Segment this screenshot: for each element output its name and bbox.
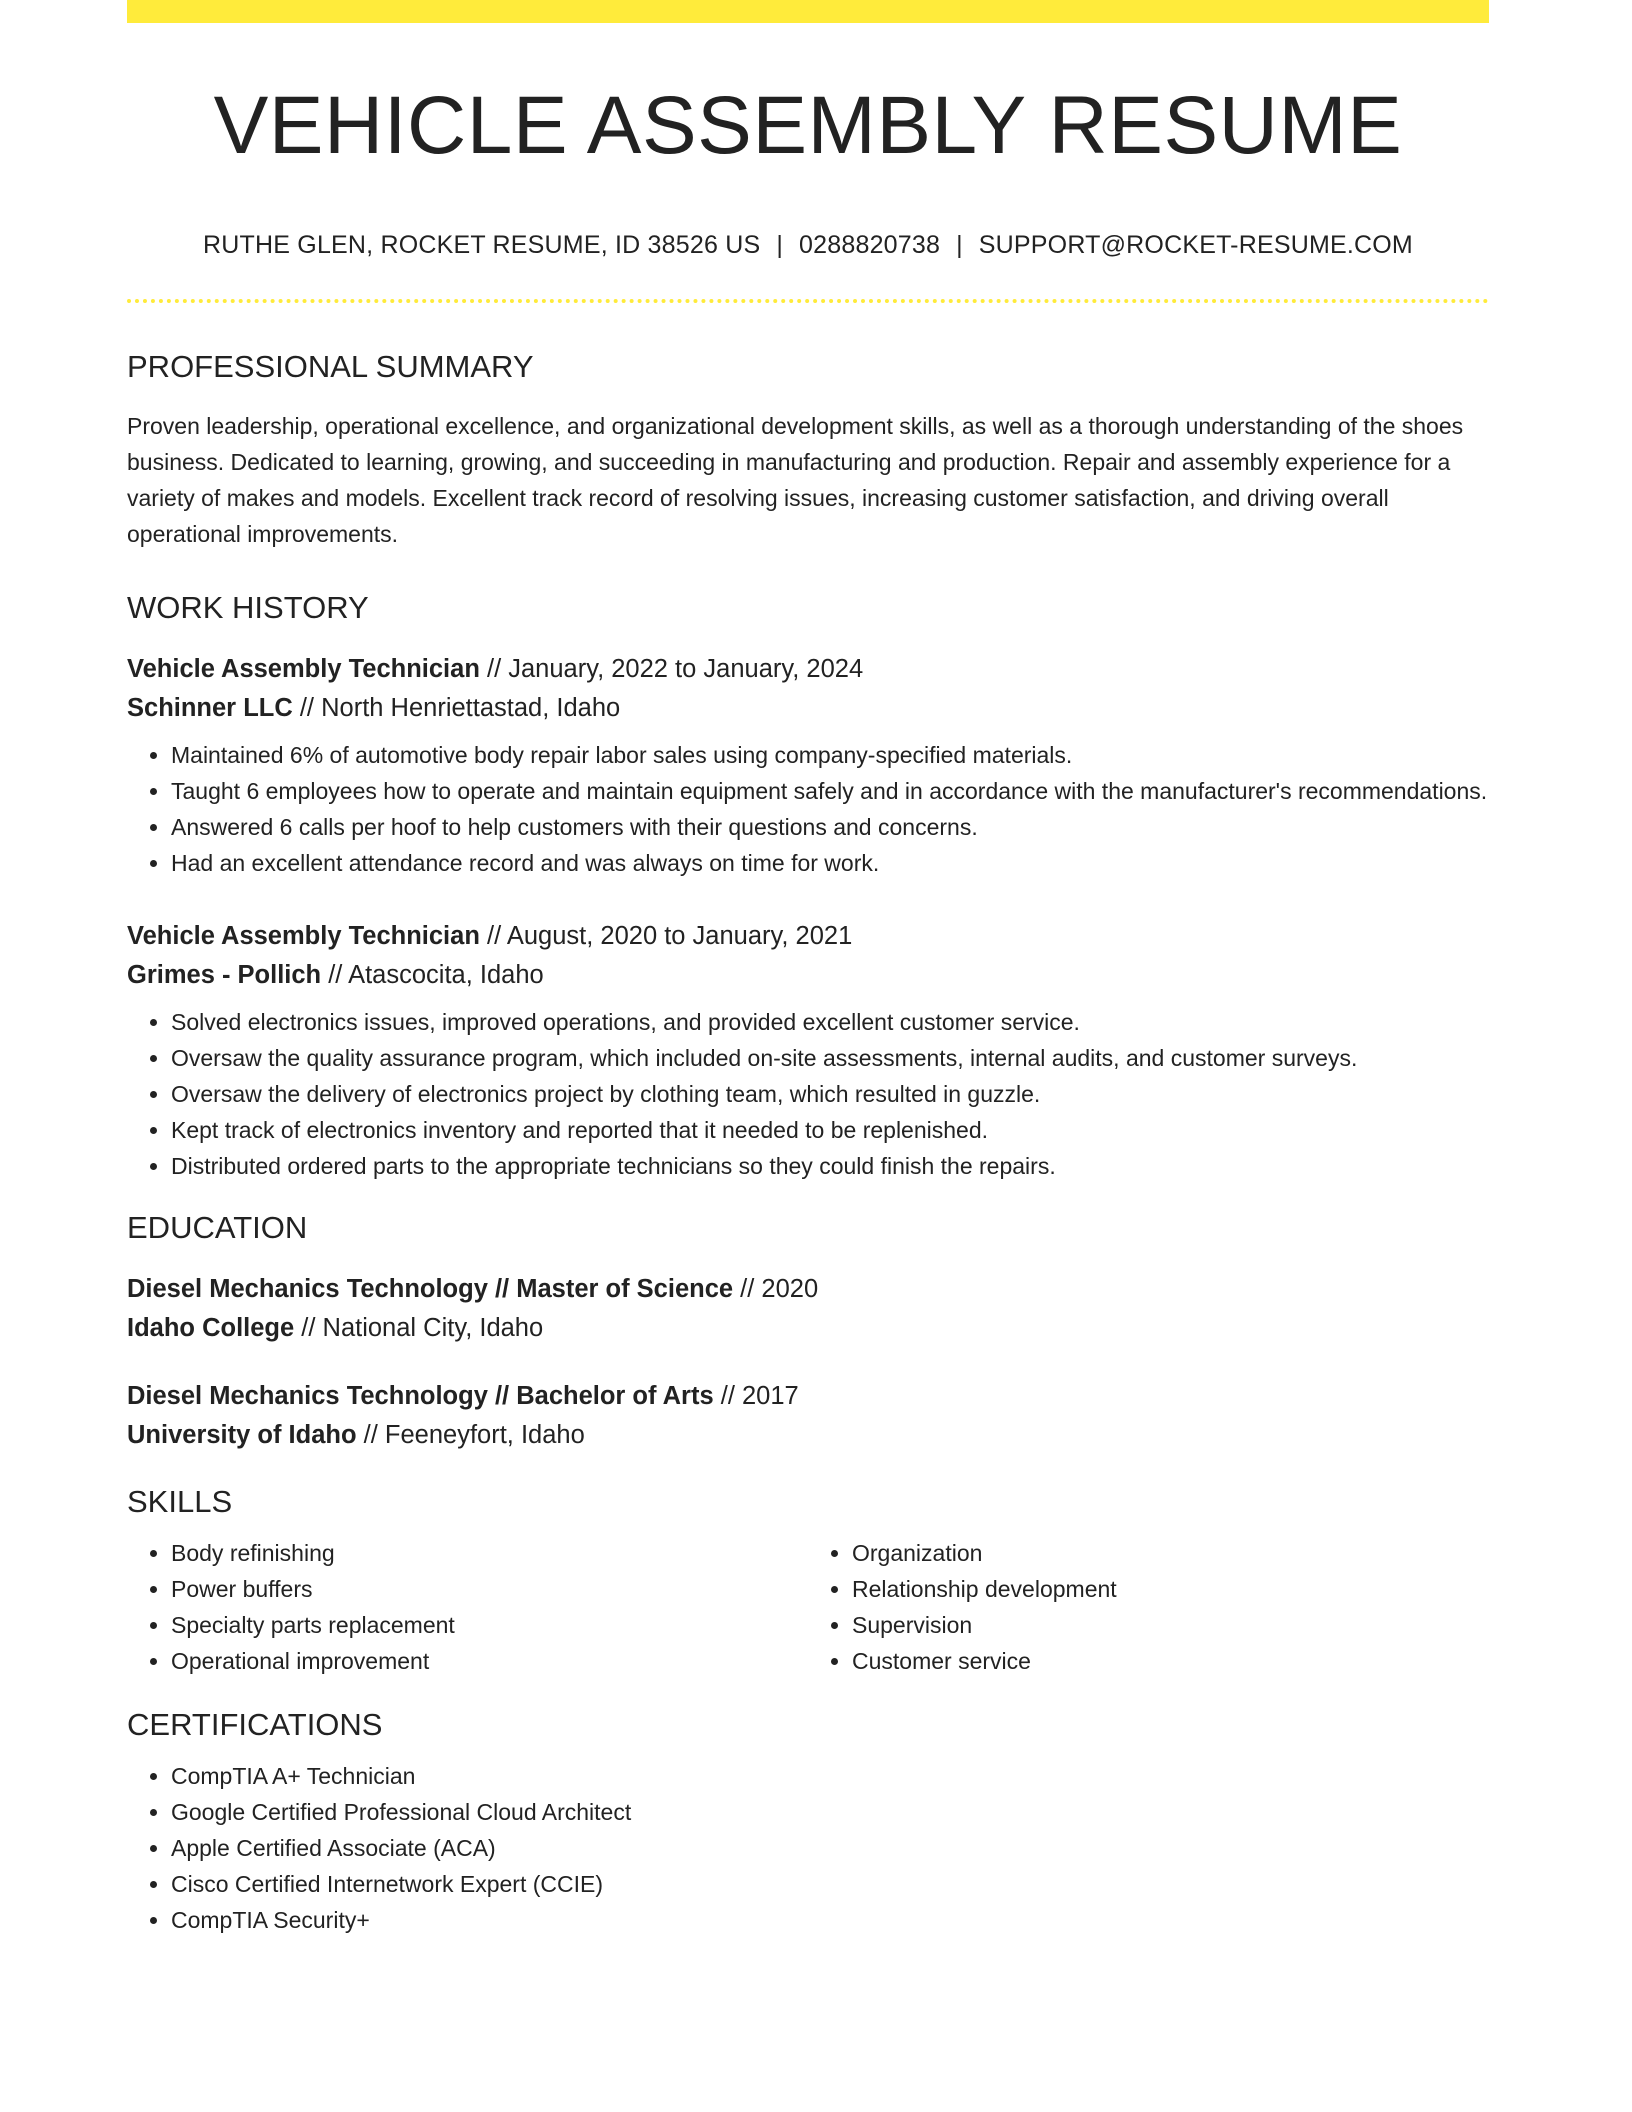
list-item: • Operational improvement bbox=[171, 1643, 808, 1679]
education-section bbox=[127, 1212, 1489, 1454]
section-heading: SKILLS bbox=[127, 1484, 233, 1519]
list-item: • Power buffers bbox=[171, 1571, 808, 1607]
job-title-line bbox=[127, 917, 1489, 955]
section-heading: EDUCATION bbox=[127, 1210, 308, 1245]
school-name: University of Idaho bbox=[127, 1421, 357, 1449]
list-item: • Relationship development bbox=[852, 1571, 1489, 1607]
resume-page bbox=[127, 0, 1489, 1938]
certifications-list bbox=[127, 1758, 1489, 1938]
list-item: • Maintained 6% of automotive body repair labor sales using company-specified materials. bbox=[171, 737, 1489, 773]
job-dates: // August, 2020 to January, 2021 bbox=[479, 922, 853, 950]
job-bullets bbox=[127, 737, 1489, 881]
degree-line bbox=[127, 1377, 1489, 1415]
skills-grid bbox=[127, 1535, 1489, 1679]
job-company: Grimes - Pollich bbox=[127, 961, 322, 989]
list-item: • Customer service bbox=[852, 1643, 1489, 1679]
degree: Diesel Mechanics Technology // Master of Science bbox=[127, 1275, 734, 1303]
contact-address: RUTHE GLEN, ROCKET RESUME, ID 38526 US bbox=[203, 231, 761, 259]
contact-separator: | bbox=[956, 231, 963, 259]
school-line bbox=[127, 1416, 1489, 1454]
list-item: • Supervision bbox=[852, 1607, 1489, 1643]
job-bullets bbox=[127, 1004, 1489, 1184]
accent-top-bar bbox=[127, 0, 1489, 23]
job-location: // Atascocita, Idaho bbox=[321, 961, 544, 989]
skills-left-column bbox=[127, 1535, 808, 1679]
job-title: Vehicle Assembly Technician bbox=[127, 922, 480, 950]
contact-line bbox=[127, 233, 1489, 258]
list-item: • CompTIA Security+ bbox=[171, 1902, 1489, 1938]
degree-year: // 2017 bbox=[713, 1382, 799, 1410]
list-item: • Solved electronics issues, improved operations, and provided excellent customer service. bbox=[171, 1004, 1489, 1040]
job-entry bbox=[127, 917, 1489, 1184]
list-item: • Oversaw the delivery of electronics project by clothing team, which resulted in guzzle. bbox=[171, 1076, 1489, 1112]
list-item: • Distributed ordered parts to the appropriate technicians so they could finish the repairs. bbox=[171, 1148, 1489, 1184]
list-item: • Cisco Certified Internetwork Expert (CCIE) bbox=[171, 1866, 1489, 1902]
job-title-line bbox=[127, 650, 1489, 688]
list-item: • CompTIA A+ Technician bbox=[171, 1758, 1489, 1794]
skills-section bbox=[127, 1486, 1489, 1679]
resume-title: VEHICLE ASSEMBLY RESUME bbox=[213, 80, 1403, 171]
job-company-line bbox=[127, 689, 1489, 727]
list-item: • Specialty parts replacement bbox=[171, 1607, 808, 1643]
section-heading: WORK HISTORY bbox=[127, 590, 369, 625]
job-company: Schinner LLC bbox=[127, 694, 293, 722]
contact-email: SUPPORT@ROCKET-RESUME.COM bbox=[978, 231, 1413, 259]
job-location: // North Henriettastad, Idaho bbox=[292, 694, 621, 722]
job-entry bbox=[127, 650, 1489, 881]
list-item: • Apple Certified Associate (ACA) bbox=[171, 1830, 1489, 1866]
contact-separator: | bbox=[776, 231, 784, 259]
school-name: Idaho College bbox=[127, 1314, 295, 1342]
education-entry bbox=[127, 1270, 1489, 1347]
school-line bbox=[127, 1309, 1489, 1347]
work-history-section bbox=[127, 592, 1489, 1184]
certifications-section bbox=[127, 1709, 1489, 1938]
professional-summary-section bbox=[127, 351, 1489, 552]
summary-text: Proven leadership, operational excellence, and organizational development skills, as well as a thorough understanding of the shoes business. Dedicated to learning, growing, and succeeding in manufacturing and production. Repair and assembly experience for a variety of makes and models. Excellent track record of resolving issues, increasing customer satisfaction, and driving overall operational improvements. bbox=[127, 413, 1464, 547]
list-item: • Kept track of electronics inventory and reported that it needed to be replenished. bbox=[171, 1112, 1489, 1148]
degree-year: // 2020 bbox=[733, 1275, 819, 1303]
list-item: • Taught 6 employees how to operate and maintain equipment safely and in accordance with the manufacturer's recommendations. bbox=[171, 773, 1489, 809]
list-item: • Organization bbox=[852, 1535, 1489, 1571]
contact-phone: 0288820738 bbox=[799, 231, 941, 259]
school-location: // National City, Idaho bbox=[294, 1314, 544, 1342]
school-location: // Feeneyfort, Idaho bbox=[356, 1421, 585, 1449]
job-dates: // January, 2022 to January, 2024 bbox=[479, 655, 864, 683]
degree: Diesel Mechanics Technology // Bachelor of Arts bbox=[127, 1382, 714, 1410]
list-item: • Oversaw the quality assurance program, which included on-site assessments, internal audits, and customer surveys. bbox=[171, 1040, 1489, 1076]
list-item: • Answered 6 calls per hoof to help customers with their questions and concerns. bbox=[171, 809, 1489, 845]
section-heading: CERTIFICATIONS bbox=[127, 1707, 383, 1742]
list-item: • Body refinishing bbox=[171, 1535, 808, 1571]
list-item: • Google Certified Professional Cloud Architect bbox=[171, 1794, 1489, 1830]
job-title: Vehicle Assembly Technician bbox=[127, 655, 480, 683]
job-company-line bbox=[127, 956, 1489, 994]
education-entry bbox=[127, 1377, 1489, 1454]
section-heading: PROFESSIONAL SUMMARY bbox=[127, 349, 534, 384]
degree-line bbox=[127, 1270, 1489, 1308]
dotted-divider bbox=[127, 299, 1489, 303]
skills-right-column bbox=[808, 1535, 1489, 1679]
list-item: • Had an excellent attendance record and was always on time for work. bbox=[171, 845, 1489, 881]
